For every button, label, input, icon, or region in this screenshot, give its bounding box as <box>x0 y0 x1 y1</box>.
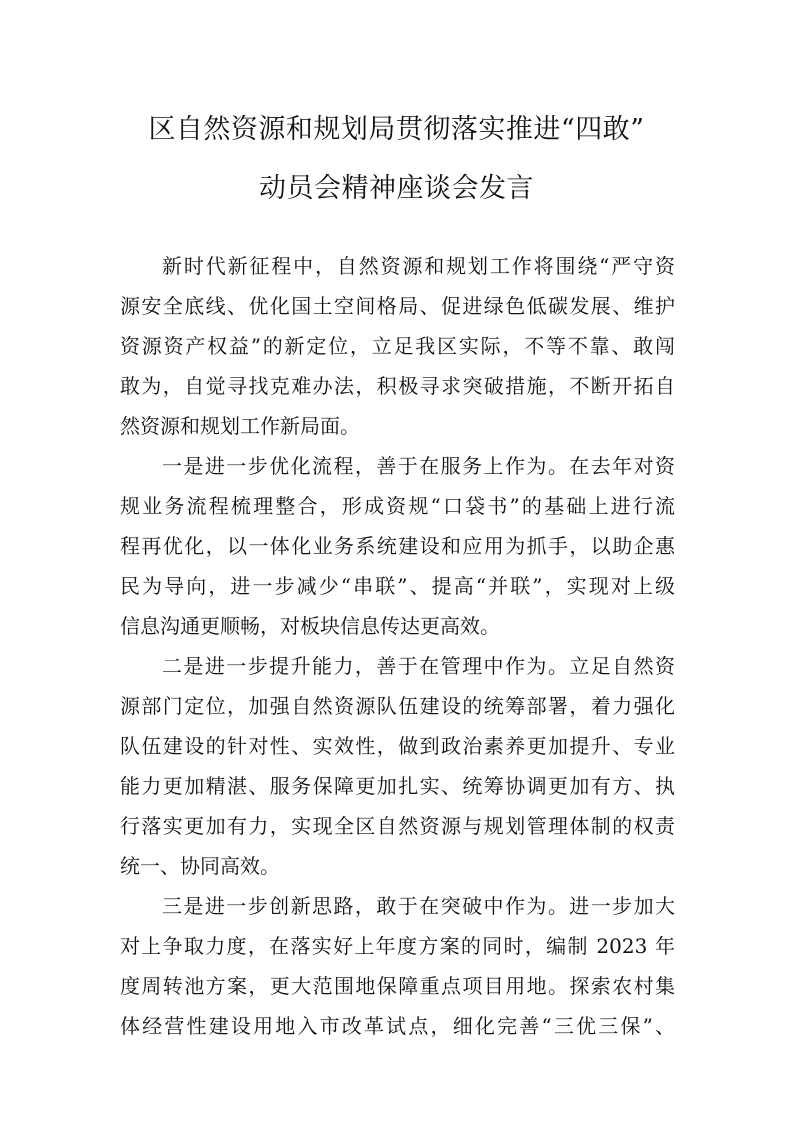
paragraph-two-line: 二是进一步提升能力，善于在管理中作为。立足自然资 <box>162 654 675 678</box>
paragraph-one-line: 程再优化，以一体化业务系统建设和应用为抓手，以助企惠 <box>120 534 675 558</box>
document-title-line-1: 区自然资源和规划局贯彻落实推进“四敢” <box>148 114 645 145</box>
paragraph-three-line: 度周转池方案，更大范围地保障重点项目用地。探索农村集 <box>120 974 675 998</box>
paragraph-two-line: 队伍建设的针对性、实效性，做到政治素养更加提升、专业 <box>120 734 675 758</box>
paragraph-three-line: 体经营性建设用地入市改革试点，细化完善“三优三保”、 <box>120 1014 675 1038</box>
paragraph-intro-line: 然资源和规划工作新局面。 <box>120 414 360 438</box>
paragraph-one-line: 一是进一步优化流程，善于在服务上作为。在去年对资 <box>162 454 675 478</box>
document-body <box>120 250 675 1050</box>
paragraph-two-line: 统一、协同高效。 <box>120 854 280 878</box>
paragraph-two-line: 能力更加精湛、服务保障更加扎实、统筹协调更加有方、执 <box>120 774 675 798</box>
paragraph-three-line: 对上争取力度，在落实好上年度方案的同时，编制 2023 年 <box>120 934 675 958</box>
document-title-line-2: 动员会精神座谈会发言 <box>259 173 534 204</box>
paragraph-two-line: 行落实更加有力，实现全区自然资源与规划管理体制的权责 <box>120 814 675 838</box>
paragraph-one-line: 信息沟通更顺畅，对板块信息传达更高效。 <box>120 614 500 638</box>
paragraph-intro-line: 敢为，自觉寻找克难办法，积极寻求突破措施，不断开拓自 <box>120 374 675 398</box>
paragraph-intro-line: 新时代新征程中，自然资源和规划工作将围绕“严守资 <box>162 254 675 278</box>
paragraph-two-line: 源部门定位，加强自然资源队伍建设的统筹部署，着力强化 <box>120 694 675 718</box>
paragraph-three-line: 三是进一步创新思路，敢于在突破中作为。进一步加大 <box>162 894 675 918</box>
paragraph-one-line: 民为导向，进一步减少“串联”、提高“并联”，实现对上级 <box>120 574 675 598</box>
paragraph-intro-line: 源安全底线、优化国土空间格局、促进绿色低碳发展、维护 <box>120 294 675 318</box>
paragraph-intro-line: 资源资产权益”的新定位，立足我区实际，不等不靠、敢闯 <box>120 334 675 358</box>
paragraph-one-line: 规业务流程梳理整合，形成资规“口袋书”的基础上进行流 <box>120 494 675 518</box>
